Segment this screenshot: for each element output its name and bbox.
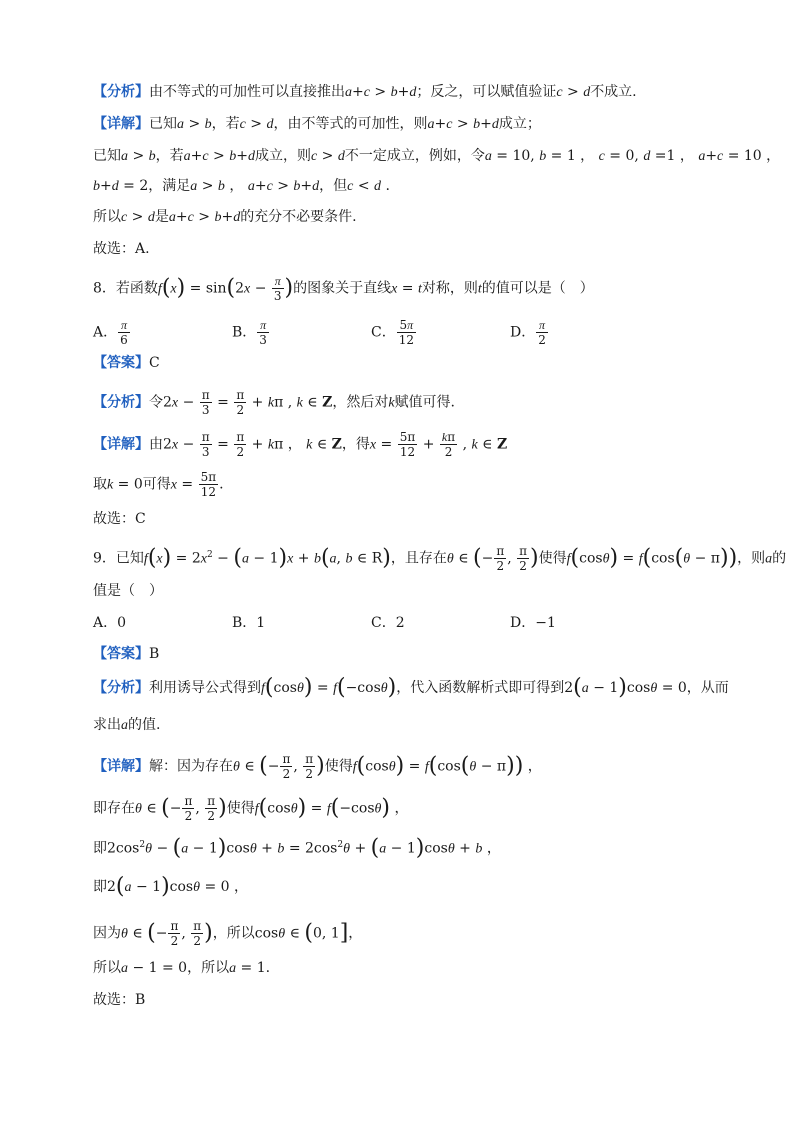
- q7-analysis: 【分析】由不等式的可加性可以直接推出a+c > b+d；反之，可以赋值验证c > d不成立.: [93, 84, 637, 100]
- q9-detail-line-6: 所以a − 1 = 0，所以a = 1.: [93, 960, 271, 976]
- q7-conclusion: 所以c > d是a+c > b+d的充分不必要条件.: [93, 209, 357, 225]
- detail-tag: 【详解】: [93, 436, 149, 453]
- q8-option-d: D． $\frac{\pi}{2}$: [510, 318, 546, 347]
- q8-stem: 8．若函数f(x) = sin(2x − $\frac{\pi}{3}$ )的图象关于直线x = t对称，则t的值可以是（ ）: [93, 274, 594, 303]
- q9-answer: 【答案】B: [93, 646, 160, 662]
- q8-option-a: A． $\frac{\pi}{6}$: [93, 318, 128, 347]
- q7-detail: 【详解】已知a > b，若c > d，由不等式的可加性，则a+c > b+d成立；: [93, 116, 541, 132]
- q9-detail-line-2: 即存在θ ∈ (− $\frac{\pi}{2}$ , $\frac{\pi}{2}$ )使得f(cosθ) = f(−cosθ) ，: [93, 794, 409, 823]
- q9-choice: 故选：B: [93, 992, 146, 1008]
- analysis-tag: 【分析】: [93, 680, 149, 696]
- q8-option-b: B． $\frac{\pi}{3}$: [232, 318, 267, 347]
- q8-detail: 【详解】由2x − $\frac{\pi}{3}$ = $\frac{\pi}{2}$ + kπ ， k ∈ Z，得x = $\frac{5\pi}{12}$ + $\frac{k\pi}{2}$ , k ∈ Z: [93, 430, 508, 459]
- analysis-tag: 【分析】: [93, 84, 149, 100]
- q7-detail-line-3: 已知a > b，若a+c > b+d成立，则c > d不一定成立，例如，令a = 10, b = 1 ， c = 0, d =1 ， a+c = 10 ，: [93, 148, 781, 164]
- detail-tag: 【详解】: [93, 758, 149, 775]
- q9-detail: 【详解】解：因为存在θ ∈ (− $\frac{\pi}{2}$ , $\frac{\pi}{2}$ )使得f(cosθ) = f(cos(θ − π)) ，: [93, 752, 542, 781]
- q8-option-c: C． $\frac{5\pi}{12}$: [371, 318, 414, 347]
- q8-choice: 故选：C: [93, 511, 146, 527]
- answer-tag: 【答案】: [93, 355, 149, 371]
- q9-analysis-line-2: 求出a的值.: [93, 717, 161, 733]
- detail-tag: 【详解】: [93, 116, 149, 132]
- q8-answer: 【答案】C: [93, 355, 160, 371]
- q9-options: [93, 613, 734, 633]
- q9-option-d: D．−1: [510, 615, 556, 631]
- q8-options: [93, 312, 734, 346]
- q9-stem: 9．已知$f(x) = 2x^2 - (a - 1)x + b(a$, b ∈ R)，且存在θ ∈ (− $\frac{\pi}{2}$ , $\frac{\pi}{2}$ )使得f(cosθ) = f(cos(θ − π))，则a的: [93, 544, 787, 573]
- q9-stem-line-2: 值是（ ）: [93, 583, 163, 599]
- answer-tag: 【答案】: [93, 646, 149, 662]
- q9-detail-line-3: 即$2\cos^2\theta - (a - 1)\cos\theta + b = 2\cos^2\theta + (a - 1)\cos\theta + b$ ，: [93, 835, 501, 861]
- q9-detail-line-5: 因为θ ∈ (− $\frac{\pi}{2}$ , $\frac{\pi}{2}$ )，所以cosθ ∈ (0, 1]，: [93, 919, 363, 948]
- q9-detail-line-4: 即2(a − 1)cosθ = 0 ，: [93, 874, 249, 899]
- q9-option-c: C．2: [371, 615, 405, 631]
- q8-analysis: 【分析】令2x − $\frac{\pi}{3}$ = $\frac{\pi}{2}$ + kπ , k ∈ Z，然后对k赋值可得.: [93, 388, 456, 417]
- q7-detail-line-4: b+d = 2，满足a > b ， a+c > b+d，但c < d .: [93, 178, 390, 194]
- q7-choice: 故选：A.: [93, 241, 150, 257]
- q9-option-b: B．1: [232, 615, 266, 631]
- analysis-tag: 【分析】: [93, 394, 149, 411]
- q9-option-a: A．0: [93, 615, 127, 631]
- q8-take: 取k = 0可得x = $\frac{5\pi}{12}$ .: [93, 470, 224, 499]
- q9-analysis: 【分析】利用诱导公式得到f(cosθ) = f(−cosθ)，代入函数解析式即可得到2(a − 1)cosθ = 0，从而: [93, 675, 729, 700]
